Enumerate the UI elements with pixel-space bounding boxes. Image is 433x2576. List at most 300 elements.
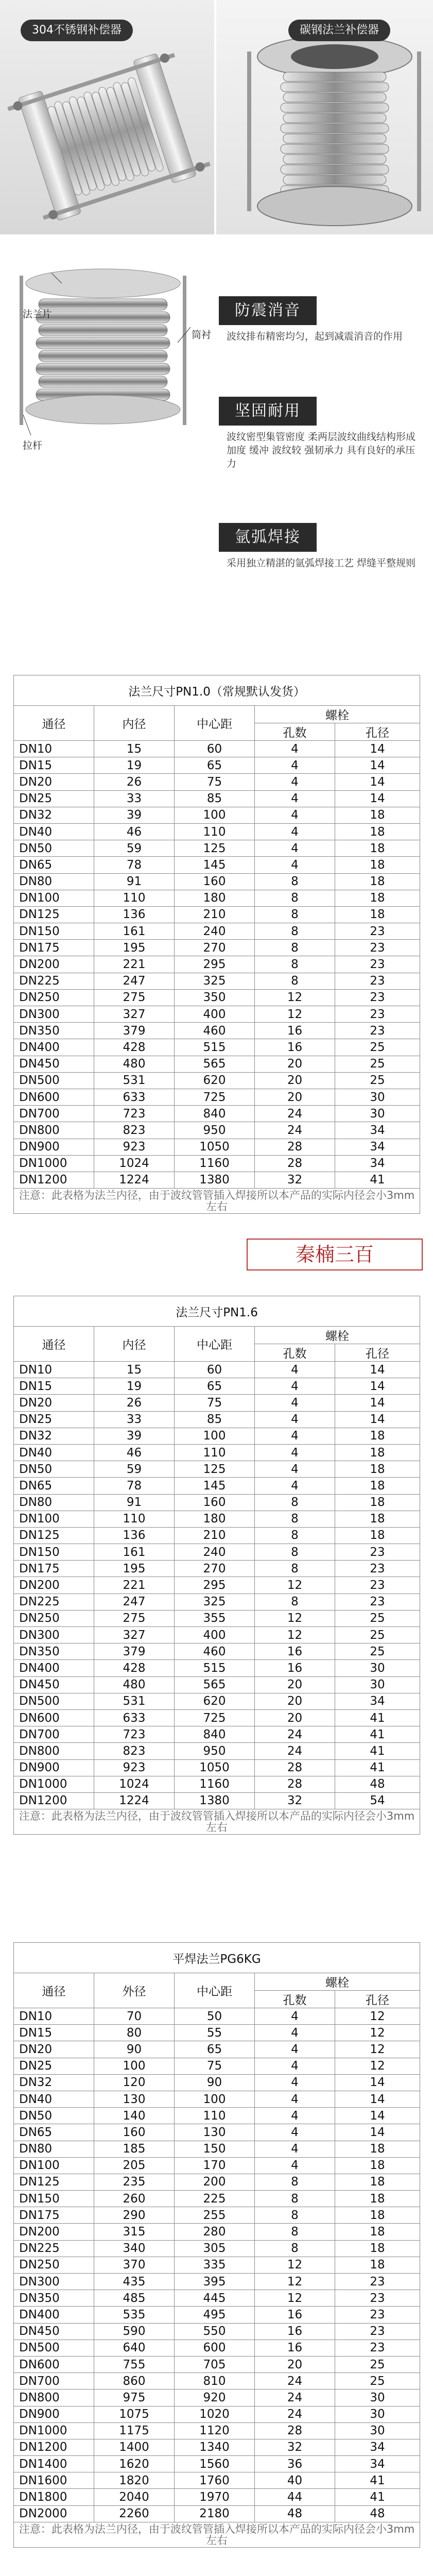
- table-cell: DN15: [14, 2025, 94, 2041]
- table-row: [14, 1072, 420, 1089]
- table-cell: 4: [255, 2157, 335, 2174]
- header-bolt: 螺栓: [255, 1973, 420, 1991]
- table-cell: 395: [175, 2274, 255, 2290]
- table-row: [14, 2356, 420, 2372]
- table-cell: 18: [335, 2157, 420, 2174]
- table-cell: 16: [255, 1643, 335, 1660]
- table-cell: 8: [255, 1561, 335, 1577]
- table-cell: DN600: [14, 2356, 94, 2372]
- table-cell: 4: [255, 840, 335, 857]
- table-row: [14, 757, 420, 774]
- table-cell: 12: [335, 2058, 420, 2074]
- table-cell: 18: [335, 823, 420, 840]
- table-cell: 18: [335, 2191, 420, 2207]
- table-cell: 23: [335, 973, 420, 989]
- table-cell: DN125: [14, 1527, 94, 1544]
- table-cell: 18: [335, 1461, 420, 1478]
- table-cell: 26: [94, 774, 175, 790]
- table-cell: 20: [255, 1089, 335, 1105]
- table-cell: 32: [255, 1172, 335, 1188]
- table-cell: 120: [94, 2074, 175, 2091]
- table-cell: 23: [335, 1561, 420, 1577]
- table-cell: 400: [175, 1627, 255, 1643]
- table-cell: 110: [175, 823, 255, 840]
- table-row: [14, 857, 420, 873]
- table-cell: 16: [255, 2323, 335, 2340]
- table-cell: 4: [255, 1478, 335, 1494]
- table-cell: 60: [175, 741, 255, 757]
- table-row: [14, 923, 420, 940]
- feature-desc-1: 波纹排布精密均匀，起到减震消音的作用: [227, 331, 403, 342]
- table-cell: 210: [175, 1527, 255, 1544]
- table-row: [14, 2422, 420, 2439]
- table-cell: 1820: [94, 2472, 175, 2489]
- header-col2: 内径: [94, 1327, 175, 1362]
- table-cell: 34: [335, 1139, 420, 1155]
- table-cell: 15: [94, 741, 175, 757]
- table-cell: 18: [335, 857, 420, 873]
- table-cell: DN900: [14, 1759, 94, 1776]
- table-row: [14, 1709, 420, 1726]
- table-cell: DN2000: [14, 2505, 94, 2522]
- table-cell: 23: [335, 2290, 420, 2307]
- table-cell: 34: [335, 1122, 420, 1139]
- table-cell: DN700: [14, 1726, 94, 1743]
- table-cell: DN900: [14, 1139, 94, 1155]
- table-cell: 28: [255, 2422, 335, 2439]
- table-cell: 16: [255, 2340, 335, 2356]
- table-cell: 4: [255, 2058, 335, 2074]
- table-title: 法兰尺寸PN1.6: [14, 1296, 420, 1327]
- feature-title-3: 氩弧焊接: [219, 523, 317, 552]
- table-row: [14, 1561, 420, 1577]
- table-cell: 15: [94, 1362, 175, 1378]
- feature-title-2: 坚固耐用: [219, 397, 317, 426]
- table-cell: DN300: [14, 1627, 94, 1643]
- table-cell: 335: [175, 2257, 255, 2273]
- table-cell: 23: [335, 2340, 420, 2356]
- table-cell: 30: [335, 1089, 420, 1105]
- table-cell: 221: [94, 956, 175, 973]
- table-cell: 8: [255, 1511, 335, 1527]
- table-cell: DN20: [14, 1395, 94, 1411]
- callout-liner: 筒衬: [192, 329, 212, 341]
- table-cell: DN65: [14, 1478, 94, 1494]
- table-cell: 48: [335, 2505, 420, 2522]
- table-cell: 428: [94, 1660, 175, 1676]
- table-cell: 130: [175, 2124, 255, 2141]
- table-cell: 185: [94, 2141, 175, 2157]
- table-cell: 12: [255, 1577, 335, 1594]
- table-cell: 840: [175, 1726, 255, 1743]
- feature-desc-3: 采用独立精湛的氩弧焊接工艺 焊缝平整规则: [227, 557, 416, 569]
- table-cell: 78: [94, 1478, 175, 1494]
- spec-table-3: [13, 1942, 420, 2548]
- table-row: [14, 1676, 420, 1693]
- table-cell: 130: [94, 2091, 175, 2107]
- table-cell: 485: [94, 2290, 175, 2307]
- table-cell: DN800: [14, 1122, 94, 1139]
- table-cell: DN500: [14, 1072, 94, 1089]
- table-row: [14, 790, 420, 807]
- table-cell: DN150: [14, 1544, 94, 1561]
- table-cell: 18: [335, 873, 420, 890]
- table-cell: DN65: [14, 857, 94, 873]
- table-cell: 170: [175, 2157, 255, 2174]
- table-cell: 221: [94, 1577, 175, 1594]
- table-cell: 41: [335, 1709, 420, 1726]
- table-row: [14, 2058, 420, 2074]
- table-cell: 16: [255, 2307, 335, 2323]
- table-cell: DN600: [14, 1709, 94, 1726]
- table-cell: DN20: [14, 2041, 94, 2058]
- header-count: 孔数: [255, 1344, 335, 1362]
- table-cell: 240: [175, 923, 255, 940]
- table-cell: 633: [94, 1089, 175, 1105]
- table-cell: 260: [94, 2191, 175, 2207]
- table-cell: DN200: [14, 2224, 94, 2240]
- table-cell: 515: [175, 1660, 255, 1676]
- table-cell: 78: [94, 857, 175, 873]
- table-row: [14, 1594, 420, 1610]
- table-row: [14, 873, 420, 890]
- table-cell: 4: [255, 857, 335, 873]
- table-cell: 1175: [94, 2422, 175, 2439]
- table-cell: 480: [94, 1676, 175, 1693]
- table-cell: 370: [94, 2257, 175, 2273]
- table-cell: 41: [335, 2489, 420, 2505]
- table-cell: 550: [175, 2323, 255, 2340]
- table-cell: 24: [255, 1726, 335, 1743]
- table-cell: 725: [175, 1709, 255, 1726]
- table-cell: 25: [335, 1627, 420, 1643]
- table-cell: 150: [175, 2141, 255, 2157]
- table-cell: 30: [335, 2389, 420, 2406]
- table-cell: 235: [94, 2174, 175, 2190]
- table-cell: DN1200: [14, 1172, 94, 1188]
- table-cell: 460: [175, 1643, 255, 1660]
- table-row: [14, 1759, 420, 1776]
- table-cell: 110: [94, 890, 175, 906]
- table-cell: DN40: [14, 823, 94, 840]
- table-cell: 41: [335, 2472, 420, 2489]
- table-row: [14, 774, 420, 790]
- table-cell: 55: [175, 2025, 255, 2041]
- table-cell: 1050: [175, 1759, 255, 1776]
- table-row: [14, 1511, 420, 1527]
- table-cell: DN200: [14, 1577, 94, 1594]
- table-row: [14, 1172, 420, 1188]
- table-cell: 14: [335, 741, 420, 757]
- table-cell: 32: [255, 2439, 335, 2455]
- table-cell: 90: [175, 2074, 255, 2091]
- table-cell: 1075: [94, 2406, 175, 2422]
- carbon-tag: 碳钢法兰补偿器: [288, 20, 390, 41]
- table-cell: 14: [335, 2124, 420, 2141]
- table-cell: DN150: [14, 2191, 94, 2207]
- table-cell: 12: [335, 2008, 420, 2025]
- table-cell: 16: [255, 1023, 335, 1039]
- table-cell: 4: [255, 790, 335, 807]
- table-cell: DN1000: [14, 1155, 94, 1172]
- table-cell: DN450: [14, 1676, 94, 1693]
- table-cell: DN900: [14, 2406, 94, 2422]
- table-cell: 4: [255, 1444, 335, 1461]
- table-row: [14, 2290, 420, 2307]
- table-cell: 12: [255, 989, 335, 1006]
- table-cell: 125: [175, 840, 255, 857]
- table-cell: 19: [94, 1378, 175, 1395]
- table-cell: DN700: [14, 1106, 94, 1122]
- table-cell: 65: [175, 2041, 255, 2058]
- table-cell: 39: [94, 807, 175, 823]
- table-row: [14, 1478, 420, 1494]
- table-cell: 495: [175, 2307, 255, 2323]
- table-row: [14, 2191, 420, 2207]
- table-cell: 860: [94, 2373, 175, 2389]
- table-cell: 350: [175, 989, 255, 1006]
- header-col2: 外径: [94, 1973, 175, 2008]
- table-cell: 161: [94, 923, 175, 940]
- table-cell: 100: [175, 807, 255, 823]
- table-row: [14, 1122, 420, 1139]
- table-cell: DN350: [14, 2290, 94, 2307]
- header-col2: 内径: [94, 706, 175, 741]
- table-cell: DN1200: [14, 2439, 94, 2455]
- table-row: [14, 1006, 420, 1023]
- table-row: [14, 890, 420, 906]
- table-cell: 1050: [175, 1139, 255, 1155]
- table-cell: 25: [335, 1056, 420, 1072]
- table-cell: 23: [335, 940, 420, 956]
- table-cell: DN600: [14, 1089, 94, 1105]
- table-row: [14, 2505, 420, 2522]
- table-cell: 16: [255, 1660, 335, 1676]
- table-cell: 14: [335, 757, 420, 774]
- table-cell: 4: [255, 2091, 335, 2107]
- table-cell: 59: [94, 840, 175, 857]
- table-cell: 705: [175, 2356, 255, 2372]
- table-cell: DN32: [14, 807, 94, 823]
- table-cell: DN225: [14, 2240, 94, 2257]
- table-row: [14, 1693, 420, 1709]
- feature-title-1: 防震消音: [219, 296, 317, 325]
- table-cell: 46: [94, 1444, 175, 1461]
- header-hole: 孔径: [335, 1344, 420, 1362]
- table-cell: 8: [255, 956, 335, 973]
- header-bolt: 螺栓: [255, 1327, 420, 1344]
- table-row: [14, 823, 420, 840]
- table-cell: DN25: [14, 1411, 94, 1428]
- table-row: [14, 2108, 420, 2124]
- table-cell: 723: [94, 1726, 175, 1743]
- table-cell: DN50: [14, 2108, 94, 2124]
- brand-stamp: [245, 1236, 425, 1273]
- table-cell: DN1000: [14, 2422, 94, 2439]
- table-cell: 280: [175, 2224, 255, 2240]
- table-cell: 30: [335, 1660, 420, 1676]
- table-cell: 247: [94, 1594, 175, 1610]
- header-col1: 通径: [14, 706, 94, 741]
- table-cell: DN10: [14, 2008, 94, 2025]
- table-cell: 4: [255, 1378, 335, 1395]
- table-cell: 1224: [94, 1172, 175, 1188]
- table-row: [14, 1577, 420, 1594]
- table-cell: 20: [255, 2356, 335, 2372]
- table-cell: 428: [94, 1039, 175, 1056]
- table-cell: 4: [255, 807, 335, 823]
- table-cell: 14: [335, 1378, 420, 1395]
- table-cell: 255: [175, 2207, 255, 2224]
- table-cell: 140: [94, 2108, 175, 2124]
- table-row: [14, 2207, 420, 2224]
- table-cell: 4: [255, 2141, 335, 2157]
- table-cell: 1120: [175, 2422, 255, 2439]
- table-cell: 327: [94, 1627, 175, 1643]
- table-cell: 18: [335, 1478, 420, 1494]
- table-cell: 2180: [175, 2505, 255, 2522]
- table-row: [14, 2157, 420, 2174]
- table-cell: DN400: [14, 1660, 94, 1676]
- table-cell: 1224: [94, 1792, 175, 1809]
- table-cell: 23: [335, 1023, 420, 1039]
- table-note: 注意：此表格为法兰内径，由于波纹管管插入焊接所以本产品的实际内径会小3mm左右: [14, 1809, 420, 1835]
- header-col1: 通径: [14, 1327, 94, 1362]
- table-cell: 25: [335, 2373, 420, 2389]
- table-cell: 110: [175, 2108, 255, 2124]
- table-row: [14, 956, 420, 973]
- table-cell: 136: [94, 906, 175, 923]
- table-cell: 161: [94, 1544, 175, 1561]
- table-cell: 620: [175, 1072, 255, 1089]
- table-cell: 24: [255, 1743, 335, 1759]
- table-cell: 18: [335, 807, 420, 823]
- table-cell: 19: [94, 757, 175, 774]
- table-cell: 100: [175, 2091, 255, 2107]
- table-cell: 975: [94, 2389, 175, 2406]
- table-cell: 25: [335, 2356, 420, 2372]
- table-row: [14, 1726, 420, 1743]
- table-cell: 8: [255, 2224, 335, 2240]
- table-cell: 24: [255, 2406, 335, 2422]
- table-cell: 24: [255, 1106, 335, 1122]
- table-cell: 28: [255, 1139, 335, 1155]
- table-cell: 1024: [94, 1776, 175, 1792]
- table-cell: 28: [255, 1759, 335, 1776]
- table-row: [14, 1627, 420, 1643]
- table-cell: 30: [335, 2406, 420, 2422]
- table-cell: 4: [255, 774, 335, 790]
- table-cell: 30: [335, 1106, 420, 1122]
- table-cell: DN150: [14, 923, 94, 940]
- table-cell: 23: [335, 1594, 420, 1610]
- header-hole: 孔径: [335, 723, 420, 741]
- table-cell: 8: [255, 2207, 335, 2224]
- table-cell: 25: [335, 1610, 420, 1626]
- table-cell: 240: [175, 1544, 255, 1561]
- table-cell: 34: [335, 1693, 420, 1709]
- table-cell: 30: [335, 1676, 420, 1693]
- table-cell: 18: [335, 2240, 420, 2257]
- table-cell: DN50: [14, 1461, 94, 1478]
- table-cell: 23: [335, 1544, 420, 1561]
- table-cell: 12: [255, 2290, 335, 2307]
- table-cell: 4: [255, 1395, 335, 1411]
- table-cell: 8: [255, 873, 335, 890]
- table-cell: 755: [94, 2356, 175, 2372]
- table-row: [14, 1106, 420, 1122]
- table-row: [14, 2307, 420, 2323]
- table-cell: 23: [335, 2274, 420, 2290]
- table-row: [14, 2340, 420, 2356]
- table-cell: 1024: [94, 1155, 175, 1172]
- table-cell: 1160: [175, 1155, 255, 1172]
- table-cell: DN450: [14, 1056, 94, 1072]
- table-cell: DN450: [14, 2323, 94, 2340]
- table-cell: DN250: [14, 1610, 94, 1626]
- table-cell: 14: [335, 1395, 420, 1411]
- table-cell: 8: [255, 1594, 335, 1610]
- table-cell: 41: [335, 1743, 420, 1759]
- table-cell: 33: [94, 1411, 175, 1428]
- table-cell: 41: [335, 1759, 420, 1776]
- table-cell: 600: [175, 2340, 255, 2356]
- table-cell: 195: [94, 1561, 175, 1577]
- table-cell: 180: [175, 890, 255, 906]
- table-cell: DN700: [14, 2373, 94, 2389]
- table-cell: 23: [335, 2307, 420, 2323]
- table-row: [14, 2041, 420, 2058]
- table-cell: DN1200: [14, 1792, 94, 1809]
- table-cell: 460: [175, 1023, 255, 1039]
- table-row: [14, 1155, 420, 1172]
- table-cell: 823: [94, 1743, 175, 1759]
- table-cell: 305: [175, 2240, 255, 2257]
- table-row: [14, 1544, 420, 1561]
- header-col1: 通径: [14, 1973, 94, 2008]
- table-row: [14, 906, 420, 923]
- table-cell: 18: [335, 1444, 420, 1461]
- table-row: [14, 2240, 420, 2257]
- table-cell: 923: [94, 1139, 175, 1155]
- table-row: [14, 2373, 420, 2389]
- table-cell: DN125: [14, 2174, 94, 2190]
- table-cell: 34: [335, 1155, 420, 1172]
- table-cell: 14: [335, 790, 420, 807]
- table-cell: 515: [175, 1039, 255, 1056]
- table-cell: DN175: [14, 1561, 94, 1577]
- table-cell: 70: [94, 2008, 175, 2025]
- table-cell: 1380: [175, 1172, 255, 1188]
- table-cell: 18: [335, 2141, 420, 2157]
- table-cell: 23: [335, 956, 420, 973]
- table-cell: DN80: [14, 2141, 94, 2157]
- table-cell: 4: [255, 1428, 335, 1444]
- table-cell: DN10: [14, 1362, 94, 1378]
- table-cell: 8: [255, 973, 335, 989]
- table-cell: 2260: [94, 2505, 175, 2522]
- table-cell: 20: [255, 1709, 335, 1726]
- table-cell: 205: [94, 2157, 175, 2174]
- table-row: [14, 1444, 420, 1461]
- table-cell: DN1800: [14, 2489, 94, 2505]
- table-cell: 12: [255, 1610, 335, 1626]
- table-cell: 290: [94, 2207, 175, 2224]
- table-row: [14, 989, 420, 1006]
- table-row: [14, 2174, 420, 2190]
- table-cell: 4: [255, 2074, 335, 2091]
- table-cell: 435: [94, 2274, 175, 2290]
